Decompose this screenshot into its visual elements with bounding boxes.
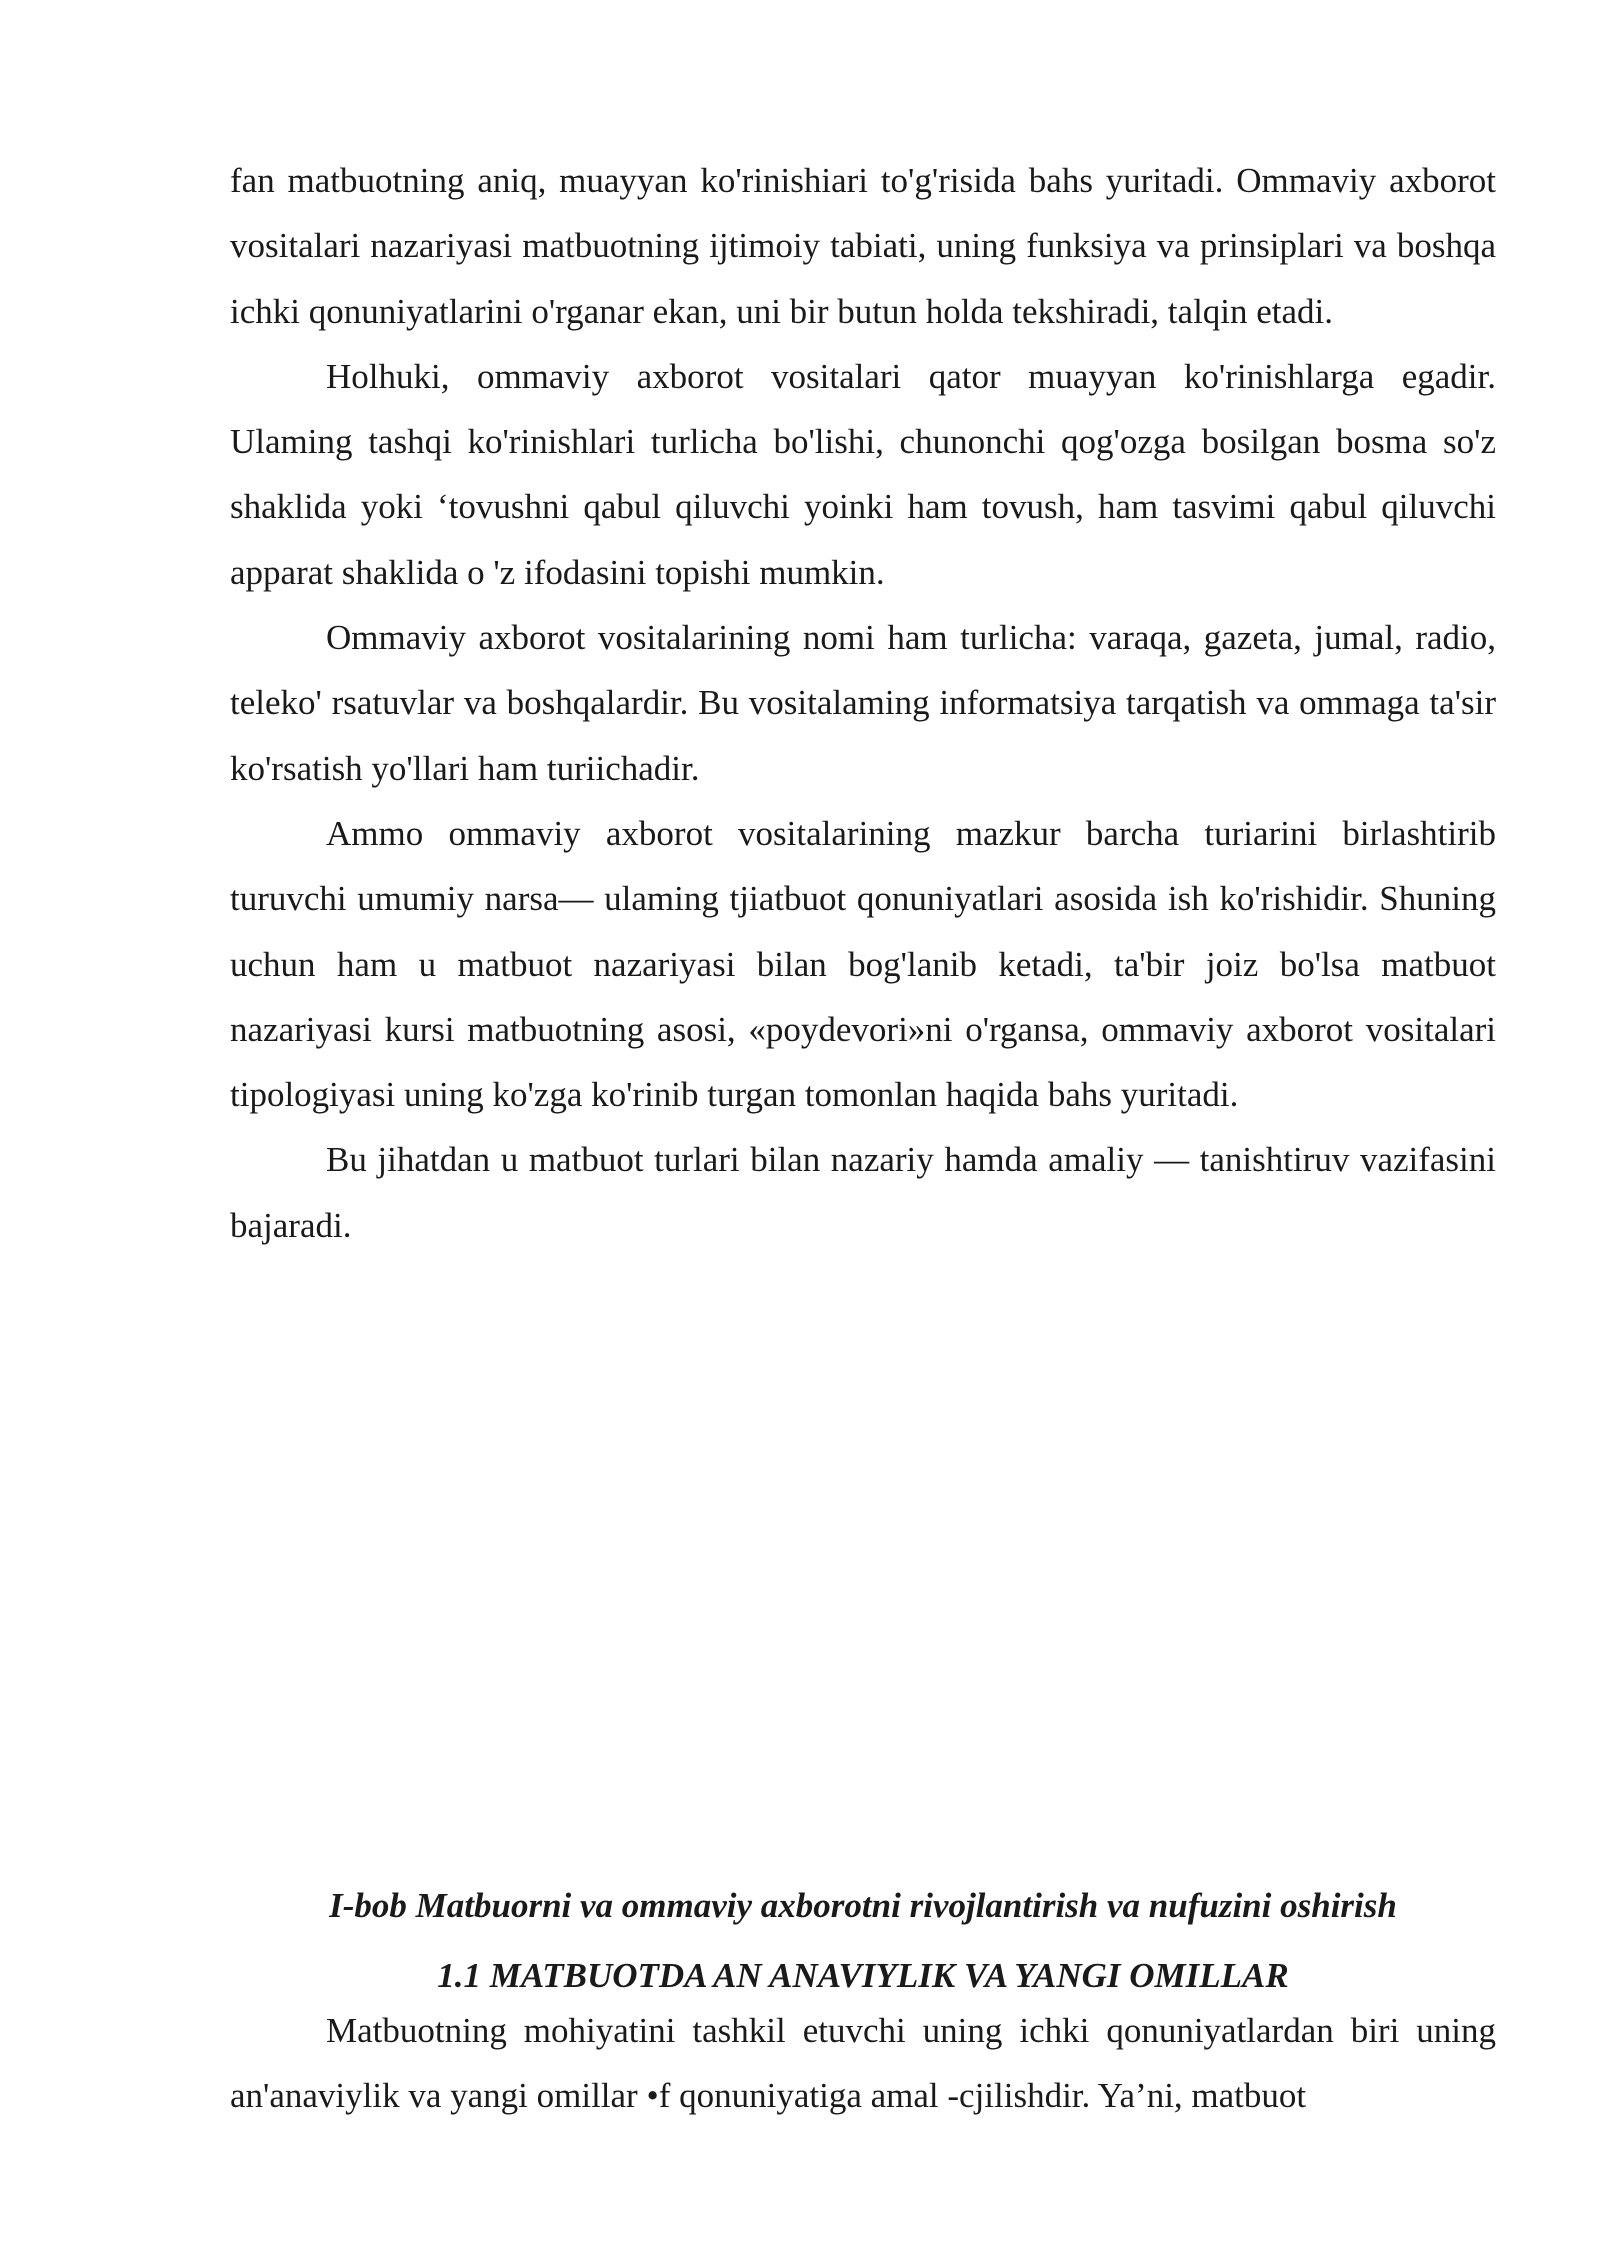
chapter-block	[230, 1876, 1496, 2129]
paragraph-intro: fan matbuotning aniq, muayyan ko'rinishiari to'g'risida bahs yuritadi. Ommaviy axborot vositalari nazariyasi matbuotning ijtimoiy tabiati, uning funksiya va prinsiplari va boshqa ichki qonuniyatlarini o'rganar ekan, uni bir butun holda tekshiradi, talqin etadi.	[230, 161, 1496, 331]
paragraph-ammo: Ammo ommaviy axborot vositalarining mazkur barcha turiarini birlashtirib turuvchi umumiy narsa— ulaming tjiatbuot qonuniyatlari asosida ish ko'rishidir. Shuning uchun ham u matbuot nazariyasi bilan bog'lanib ketadi, ta'bir joiz bo'lsa matbuot nazariyasi kursi matbuotning asosi, «poydevori»ni o'rgansa, ommaviy axborot vositalari tipologiyasi uning ko'zga ko'rinib turgan tomonlan haqida bahs yuritadi.	[230, 813, 1496, 1115]
paragraph-nomi: Ommaviy axborot vositalarining nomi ham turlicha: varaqa, gazeta, jumal, radio, teleko' rsatuvlar va boshqalardir. Bu vositalaming informatsiya tarqatish va ommaga ta'sir ko'rsatish yo'llari ham turiichadir.	[230, 618, 1496, 788]
body-text	[230, 148, 1496, 1258]
paragraph-holhuki: Holhuki, ommaviy axborot vositalari qator muayyan ko'rinishlarga egadir. Ulaming tashqi ko'rinishlari turlicha bo'lishi, chunonchi qog'ozga bosilgan bosma so'z shaklida yoki ‘tovushni qabul qiluvchi yoinki ham tovush, ham tasvimi qabul qiluvchi apparat shaklida o 'z ifodasini topishi mumkin.	[230, 356, 1496, 592]
paragraph-jihatdan: Bu jihatdan u matbuot turlari bilan nazariy hamda amaliy — tanishtiruv vazifasini bajaradi.	[230, 1140, 1496, 1245]
chapter-title: I-bob Matbuorni va ommaviy axborotni rivojlantirish va nufuzini oshirish	[329, 1886, 1397, 1925]
section-body: Matbuotning mohiyatini tashkil etuvchi uning ichki qonuniyatlardan biri uning an'anaviylik va yangi omillar •f qonuniyatiga amal -cjilishdir. Ya’ni, matbuot	[230, 2011, 1496, 2116]
section-title: 1.1 MATBUOTDA AN ANAVIYLIK VA YANGI OMILLAR	[437, 1956, 1289, 1995]
